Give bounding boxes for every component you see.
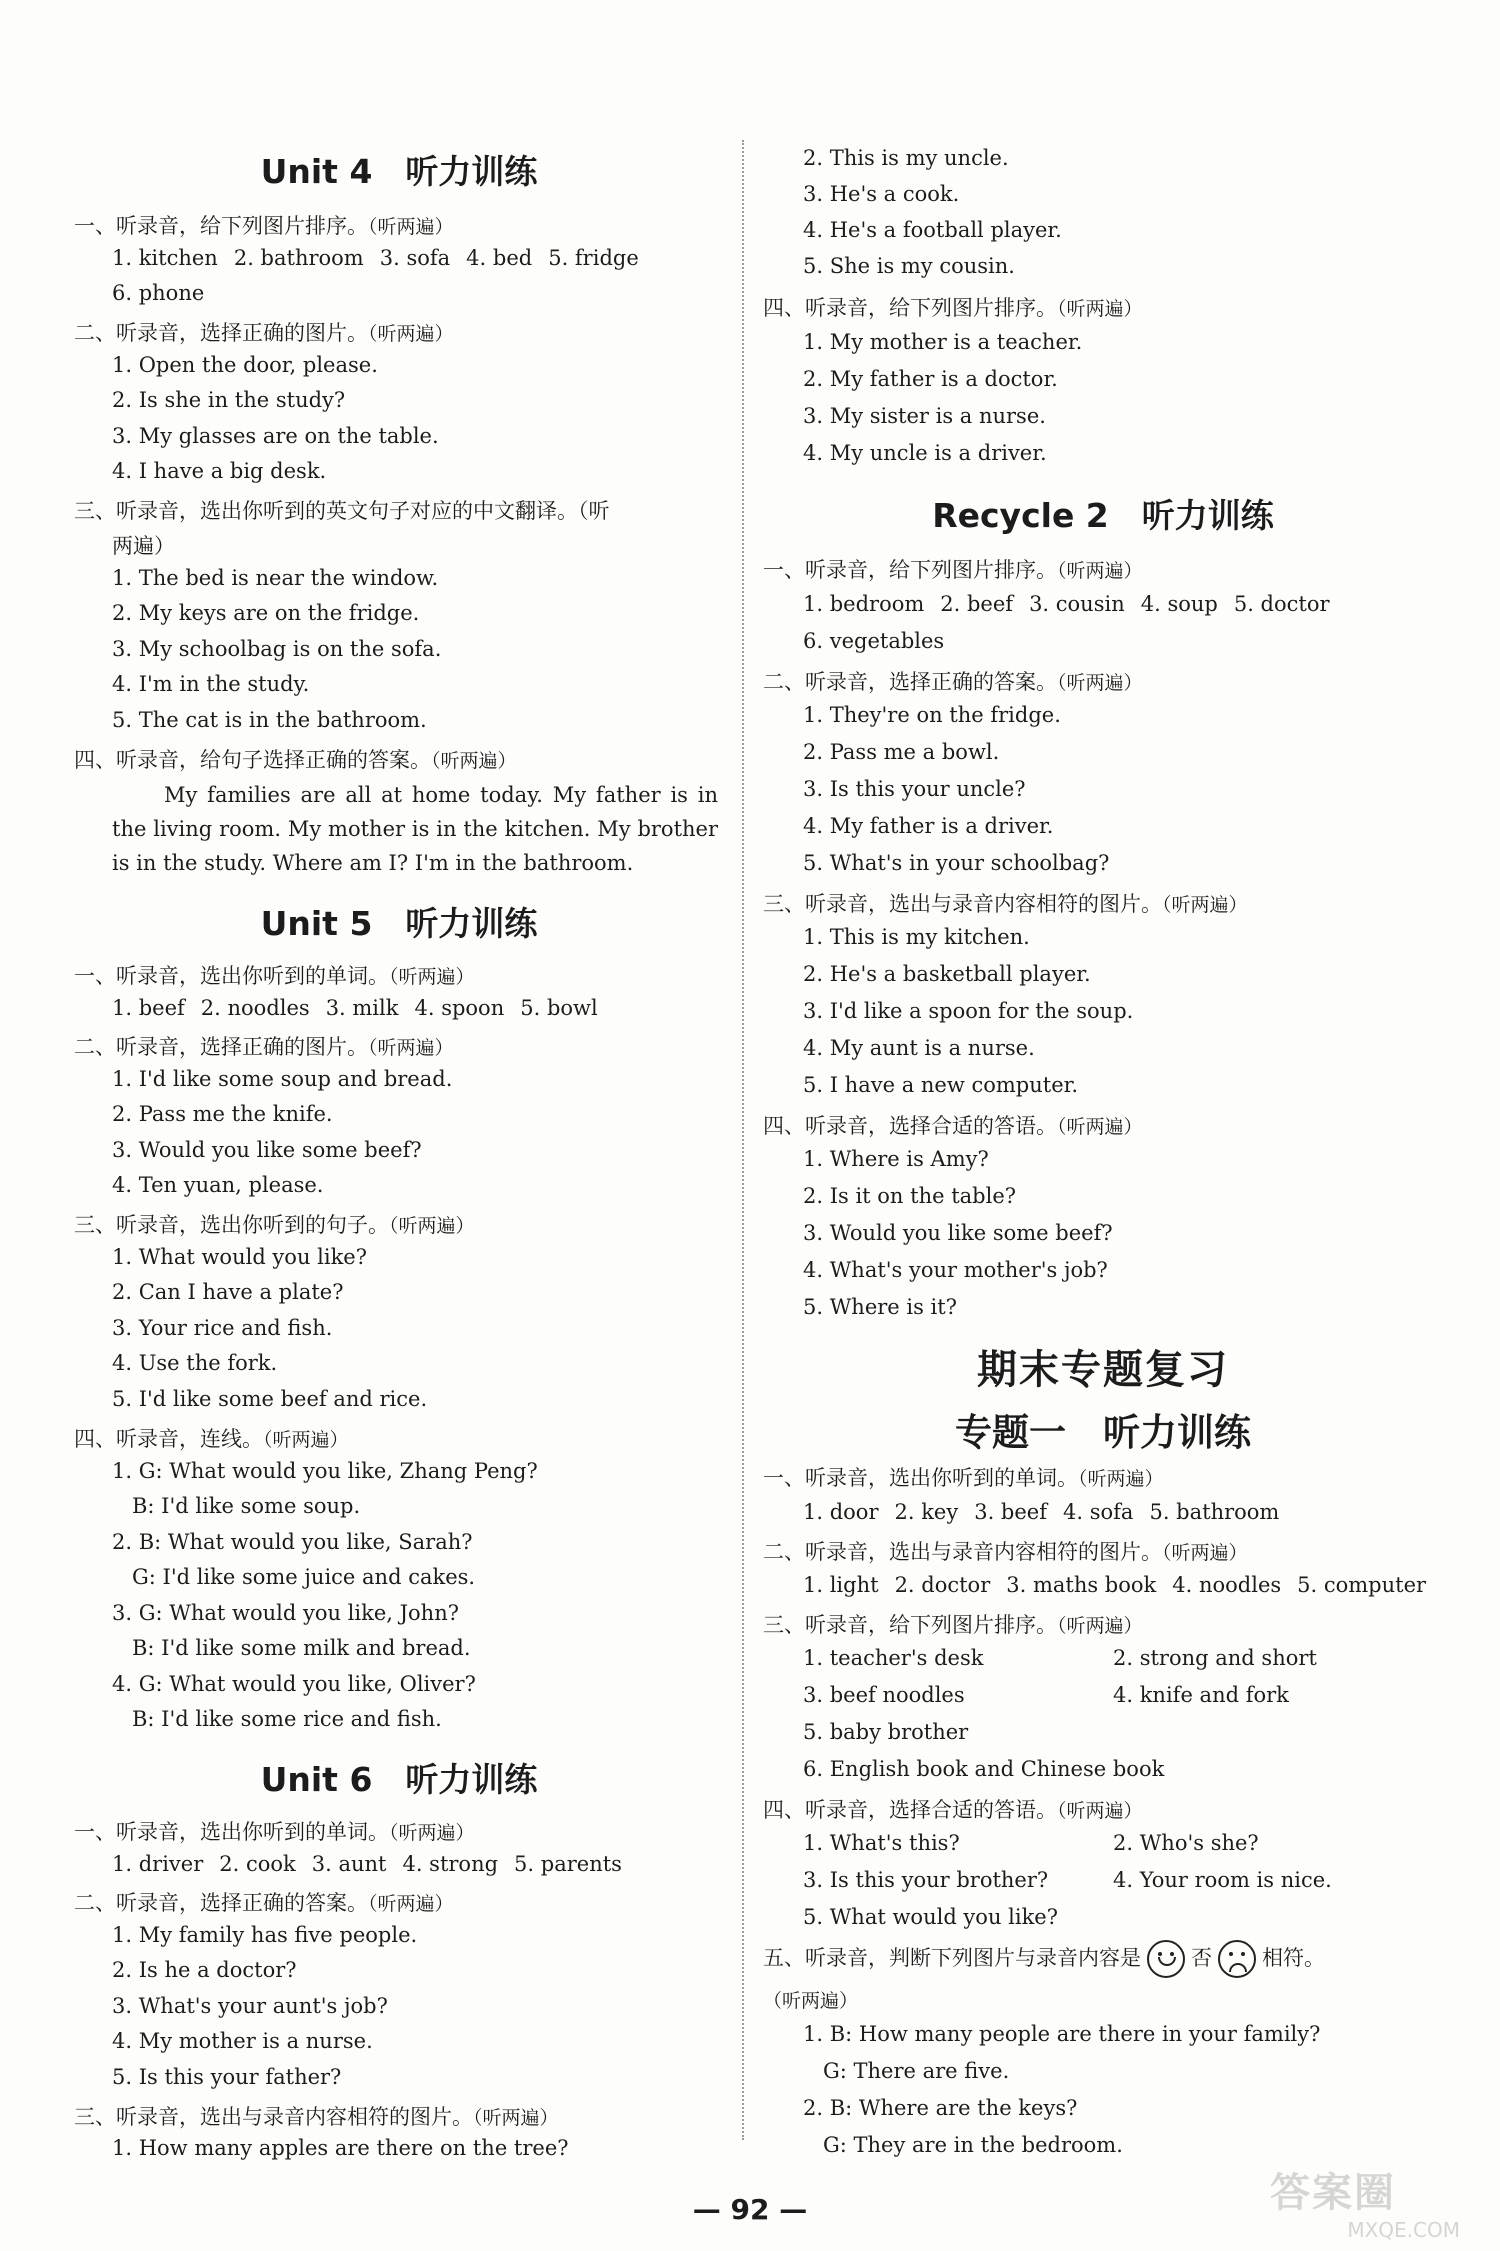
list-item: 4. G: What would you like, Oliver?	[112, 1672, 476, 1696]
list-item: 4. knife and fork	[1113, 1683, 1289, 1707]
list-item: 1. teacher's desk	[803, 1646, 984, 1670]
list-item: 2. Pass me the knife.	[112, 1102, 333, 1126]
list-item: 3. Your rice and fish.	[112, 1316, 333, 1340]
list-item: 3. My glasses are on the table.	[112, 424, 439, 448]
list-item: 2. Can I have a plate?	[112, 1280, 344, 1304]
list-item: 5. Where is it?	[803, 1295, 957, 1319]
unit4-s4-heading: 四、听录音，给句子选择正确的答案。（听两遍）	[74, 748, 517, 772]
list-item: 1. My mother is a teacher.	[803, 330, 1083, 354]
recycle2-s4-heading: 四、听录音，选择合适的答语。（听两遍）	[763, 1114, 1143, 1138]
list-item: 5. She is my cousin.	[803, 254, 1015, 278]
list-item: 1. Open the door, please.	[112, 353, 378, 377]
unit5-title: Unit 5 听力训练	[260, 904, 538, 943]
list-item: 1. I'd like some soup and bread.	[112, 1067, 453, 1091]
recycle2-s1-heading: 一、听录音，给下列图片排序。（听两遍）	[763, 558, 1143, 582]
final-s5-note: （听两遍）	[763, 1990, 859, 2012]
list-item: G: There are five.	[823, 2059, 1010, 2083]
list-item: 3. What's your aunt's job?	[112, 1994, 388, 2018]
unit4-s1-words: 1. kitchen 2. bathroom 3. sofa 4. bed 5. fridge	[112, 246, 639, 270]
list-item: 2. My father is a doctor.	[803, 367, 1058, 391]
recycle2-s1-words: 1. bedroom 2. beef 3. cousin 4. soup 5. doctor	[803, 592, 1330, 616]
list-item: 5. I'd like some beef and rice.	[112, 1387, 428, 1411]
unit5-s1-heading: 一、听录音，选出你听到的单词。（听两遍）	[74, 964, 475, 988]
final-s1-heading: 一、听录音，选出你听到的单词。（听两遍）	[763, 1466, 1164, 1490]
list-item: 4. He's a football player.	[803, 218, 1062, 242]
list-item: 3. He's a cook.	[803, 182, 960, 206]
list-item: 5. The cat is in the bathroom.	[112, 708, 427, 732]
unit4-title: Unit 4 听力训练	[260, 152, 538, 191]
final-s3-heading: 三、听录音，给下列图片排序。（听两遍）	[763, 1613, 1143, 1637]
unit5-s3-heading: 三、听录音，选出你听到的句子。（听两遍）	[74, 1213, 475, 1237]
final-s1-words: 1. door 2. key 3. beef 4. sofa 5. bathroom	[803, 1500, 1280, 1524]
smiley-face-icon	[1147, 1940, 1185, 1978]
list-item: 3. Would you like some beef?	[112, 1138, 422, 1162]
list-item: 1. What's this?	[803, 1831, 960, 1855]
list-item: 1. G: What would you like, Zhang Peng?	[112, 1459, 538, 1483]
unit4-s1-heading: 一、听录音，给下列图片排序。（听两遍）	[74, 214, 454, 238]
list-item: 1. The bed is near the window.	[112, 566, 439, 590]
list-item: 4. Ten yuan, please.	[112, 1173, 324, 1197]
list-item: 1. My family has five people.	[112, 1923, 418, 1947]
list-item: 4. I have a big desk.	[112, 459, 327, 483]
unit4-s1-word6: 6. phone	[112, 281, 205, 305]
list-item: G: They are in the bedroom.	[823, 2133, 1123, 2157]
list-item: 2. B: What would you like, Sarah?	[112, 1530, 473, 1554]
list-item: 2. This is my uncle.	[803, 146, 1009, 170]
list-item: 3. beef noodles	[803, 1683, 965, 1707]
watermark-logo: 答案圈 MXQE.COM	[1270, 2170, 1460, 2242]
list-item: 3. My sister is a nurse.	[803, 404, 1046, 428]
final-s2-heading: 二、听录音，选出与录音内容相符的图片。（听两遍）	[763, 1540, 1248, 1564]
unit6-title: Unit 6 听力训练	[260, 1760, 538, 1799]
list-item: 2. Who's she?	[1113, 1831, 1259, 1855]
list-item: 4. What's your mother's job?	[803, 1258, 1108, 1282]
recycle2-s3-heading: 三、听录音，选出与录音内容相符的图片。（听两遍）	[763, 892, 1248, 916]
list-item: B: I'd like some soup.	[132, 1494, 361, 1518]
list-item: 2. Is he a doctor?	[112, 1958, 297, 1982]
list-item: 2. Is she in the study?	[112, 388, 346, 412]
unit4-s3-heading: 三、听录音，选出你听到的英文句子对应的中文翻译。（听	[74, 499, 610, 523]
recycle2-s1-word6: 6. vegetables	[803, 629, 945, 653]
list-item: 5. baby brother	[803, 1720, 969, 1744]
unit5-s1-words: 1. beef 2. noodles 3. milk 4. spoon 5. bowl	[112, 996, 598, 1020]
list-item: 4. I'm in the study.	[112, 672, 310, 696]
column-divider	[742, 140, 744, 2140]
list-item: 3. I'd like a spoon for the soup.	[803, 999, 1134, 1023]
list-item: 1. Where is Amy?	[803, 1147, 989, 1171]
list-item: G: I'd like some juice and cakes.	[132, 1565, 476, 1589]
list-item: 1. What would you like?	[112, 1245, 367, 1269]
unit4-s4-passage: My families are all at home today. My father is in the living room. My mother is in the kitchen. My brother is in the study. Where am I? I'm in the bathroom.	[112, 783, 718, 875]
final-review-title: 期末专题复习	[977, 1347, 1229, 1393]
list-item: 4. My aunt is a nurse.	[803, 1036, 1035, 1060]
final-review-subtitle: 专题一 听力训练	[955, 1411, 1251, 1454]
list-item: 1. This is my kitchen.	[803, 925, 1030, 949]
list-item: 2. Pass me a bowl.	[803, 740, 1000, 764]
final-s5-heading: 五、听录音，判断下列图片与录音内容是 否 相符。	[763, 1940, 1325, 1978]
list-item: B: I'd like some milk and bread.	[132, 1636, 471, 1660]
list-item: 5. What's in your schoolbag?	[803, 851, 1110, 875]
list-item: 5. I have a new computer.	[803, 1073, 1079, 1097]
list-item: 1. B: How many people are there in your family?	[803, 2022, 1321, 2046]
list-item: 4. My father is a driver.	[803, 814, 1054, 838]
list-item: 3. Is this your brother?	[803, 1868, 1049, 1892]
unit6-s3-heading: 三、听录音，选出与录音内容相符的图片。（听两遍）	[74, 2105, 559, 2129]
recycle2-title: Recycle 2 听力训练	[932, 496, 1274, 535]
final-s4-heading: 四、听录音，选择合适的答语。（听两遍）	[763, 1798, 1143, 1822]
list-item: 4. My mother is a nurse.	[112, 2029, 373, 2053]
list-item: 1. How many apples are there on the tree?	[112, 2136, 569, 2160]
final-s2-words: 1. light 2. doctor 3. maths book 4. noodles 5. computer	[803, 1573, 1427, 1597]
unit6-s1-words: 1. driver 2. cook 3. aunt 4. strong 5. parents	[112, 1852, 622, 1876]
list-item: 2. He's a basketball player.	[803, 962, 1091, 986]
unit5-s4-heading: 四、听录音，连线。（听两遍）	[74, 1427, 349, 1451]
list-item: 3. Would you like some beef?	[803, 1221, 1113, 1245]
list-item: 4. My uncle is a driver.	[803, 441, 1047, 465]
list-item: 2. My keys are on the fridge.	[112, 601, 420, 625]
unit6-s1-heading: 一、听录音，选出你听到的单词。（听两遍）	[74, 1820, 475, 1844]
unit4-s3-heading-cont: 两遍）	[112, 534, 175, 558]
list-item: 2. strong and short	[1113, 1646, 1317, 1670]
list-item: 6. English book and Chinese book	[803, 1757, 1165, 1781]
list-item: 4. Your room is nice.	[1113, 1868, 1332, 1892]
sad-face-icon	[1218, 1940, 1256, 1978]
list-item: 5. What would you like?	[803, 1905, 1058, 1929]
list-item: 3. G: What would you like, John?	[112, 1601, 459, 1625]
list-item: 4. Use the fork.	[112, 1351, 278, 1375]
list-item: B: I'd like some rice and fish.	[132, 1707, 442, 1731]
list-item: 2. B: Where are the keys?	[803, 2096, 1078, 2120]
unit6-s4-heading: 四、听录音，给下列图片排序。（听两遍）	[763, 296, 1143, 320]
list-item: 1. They're on the fridge.	[803, 703, 1061, 727]
list-item: 2. Is it on the table?	[803, 1184, 1017, 1208]
unit6-s2-heading: 二、听录音，选择正确的答案。（听两遍）	[74, 1891, 454, 1915]
list-item: 3. Is this your uncle?	[803, 777, 1026, 801]
list-item: 5. Is this your father?	[112, 2065, 342, 2089]
recycle2-s2-heading: 二、听录音，选择正确的答案。（听两遍）	[763, 670, 1143, 694]
unit5-s2-heading: 二、听录音，选择正确的图片。（听两遍）	[74, 1035, 454, 1059]
unit4-s2-heading: 二、听录音，选择正确的图片。（听两遍）	[74, 321, 454, 345]
list-item: 3. My schoolbag is on the sofa.	[112, 637, 442, 661]
page-number: — 92 —	[692, 2193, 808, 2226]
